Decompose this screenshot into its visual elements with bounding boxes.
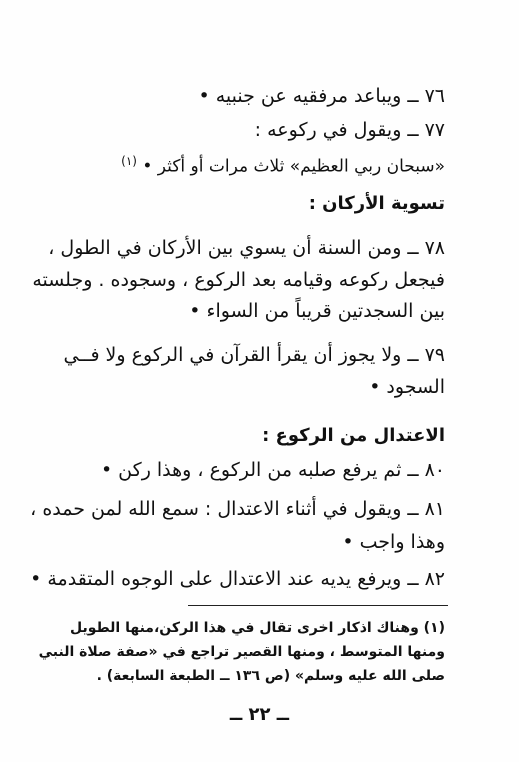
item-79-line-2: السجود • [369, 376, 445, 398]
item-76: ٧٦ ــ ويباعد مرفقيه عن جنبيه • [198, 85, 445, 107]
item-78-line-1: ٧٨ ــ ومن السنة أن يسوي بين الأركان في الطول ، [48, 237, 445, 259]
quote-text: «سبحان ربي العظيم» ثلاث مرات أو أكثر • [142, 156, 445, 177]
footnote-ref: (١) [121, 154, 137, 168]
item-81-line-1: ٨١ ــ ويقول في أثناء الاعتدال : سمع الله لمن حمده ، [30, 498, 445, 520]
item-78-line-2: فيجعل ركوعه وقيامه بعد الركوع ، وسجوده . وجلسته [32, 269, 445, 291]
item-78-line-3: بين السجدتين قريباً من السواء • [189, 300, 445, 322]
item-79-line-1: ٧٩ ــ ولا يجوز أن يقرأ القرآن في الركوع ولا فــي [63, 344, 445, 366]
page-number: ــ ٢٢ ــ [229, 704, 290, 725]
item-77-quote [121, 149, 445, 179]
footnote-line-1: (١) وهناك اذكار اخرى تقال في هذا الركن،منها الطويل [69, 620, 445, 636]
footnote-divider [188, 605, 448, 606]
item-77: ٧٧ ــ ويقول في ركوعه : [254, 119, 445, 141]
heading-taswiya: تسوية الأركان : [308, 193, 445, 214]
heading-itidal: الاعتدال من الركوع : [262, 425, 445, 446]
item-80: ٨٠ ــ ثم يرفع صلبه من الركوع ، وهذا ركن • [100, 459, 445, 481]
footnote-line-2: ومنها المتوسط ، ومنها القصير تراجع في «صفة صلاة النبي [38, 644, 445, 660]
footnote-line-3: صلى الله عليه وسلم» (ص ١٣٦ ــ الطبعة السابعة) . [96, 668, 445, 684]
item-81-line-2: وهذا واجب • [342, 531, 445, 553]
item-82: ٨٢ ــ ويرفع يديه عند الاعتدال على الوجوه المتقدمة • [30, 568, 445, 590]
